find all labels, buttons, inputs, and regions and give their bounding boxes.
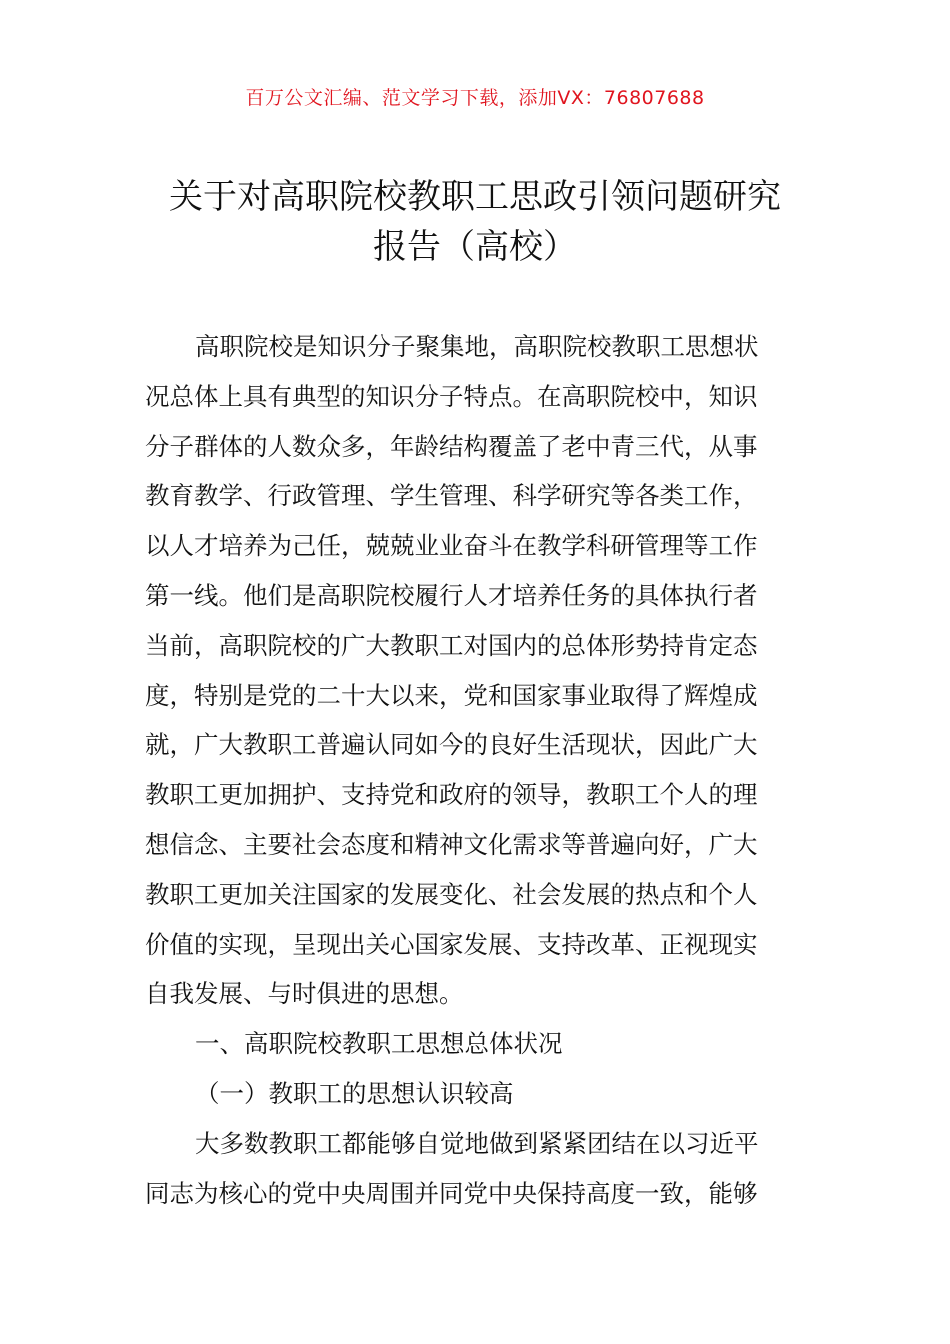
body-line: 教职工更加关注国家的发展变化、社会发展的热点和个人	[145, 879, 758, 909]
title-line-2: 报告（高校）	[373, 227, 577, 267]
body-line: 况总体上具有典型的知识分子特点。在高职院校中，知识	[145, 381, 758, 411]
section-heading: 一、高职院校教职工思想总体状况	[195, 1029, 563, 1059]
body-line: 当前，高职院校的广大教职工对国内的总体形势持肯定态	[145, 630, 758, 660]
body-line: 价值的实现，呈现出关心国家发展、支持改革、正视现实	[145, 929, 758, 959]
body-line: 自我发展、与时俱进的思想。	[145, 979, 464, 1009]
title-line-1: 关于对高职院校教职工思政引领问题研究	[169, 177, 781, 217]
body-line: 大多数教职工都能够自觉地做到紧紧团结在以习近平	[195, 1128, 759, 1158]
body-line: 就，广大教职工普遍认同如今的良好生活现状，因此广大	[145, 730, 758, 760]
header-note: 百万公文汇编、范文学习下载，添加VX：76807688	[245, 87, 705, 109]
body-line: 同志为核心的党中央周围并同党中央保持高度一致，能够	[145, 1178, 758, 1208]
body-line: 分子群体的人数众多，年龄结构覆盖了老中青三代，从事	[145, 431, 758, 461]
body-line: 度，特别是党的二十大以来，党和国家事业取得了辉煌成	[145, 680, 758, 710]
body-line: 第一线。他们是高职院校履行人才培养任务的具体执行者	[145, 580, 758, 610]
document-title	[120, 172, 830, 272]
subsection-heading: （一）教职工的思想认识较高	[195, 1078, 514, 1108]
body-line: 想信念、主要社会态度和精神文化需求等普遍向好，广大	[145, 829, 758, 859]
body-line: 以人才培养为己任，兢兢业业奋斗在教学科研管理等工作	[145, 531, 758, 561]
body-line: 高职院校是知识分子聚集地，高职院校教职工思想状	[195, 332, 759, 361]
body-line: 教育教学、行政管理、学生管理、科学研究等各类工作，	[145, 481, 758, 511]
body-line: 教职工更加拥护、支持党和政府的领导，教职工个人的理	[145, 780, 758, 810]
document-body	[145, 322, 809, 1218]
